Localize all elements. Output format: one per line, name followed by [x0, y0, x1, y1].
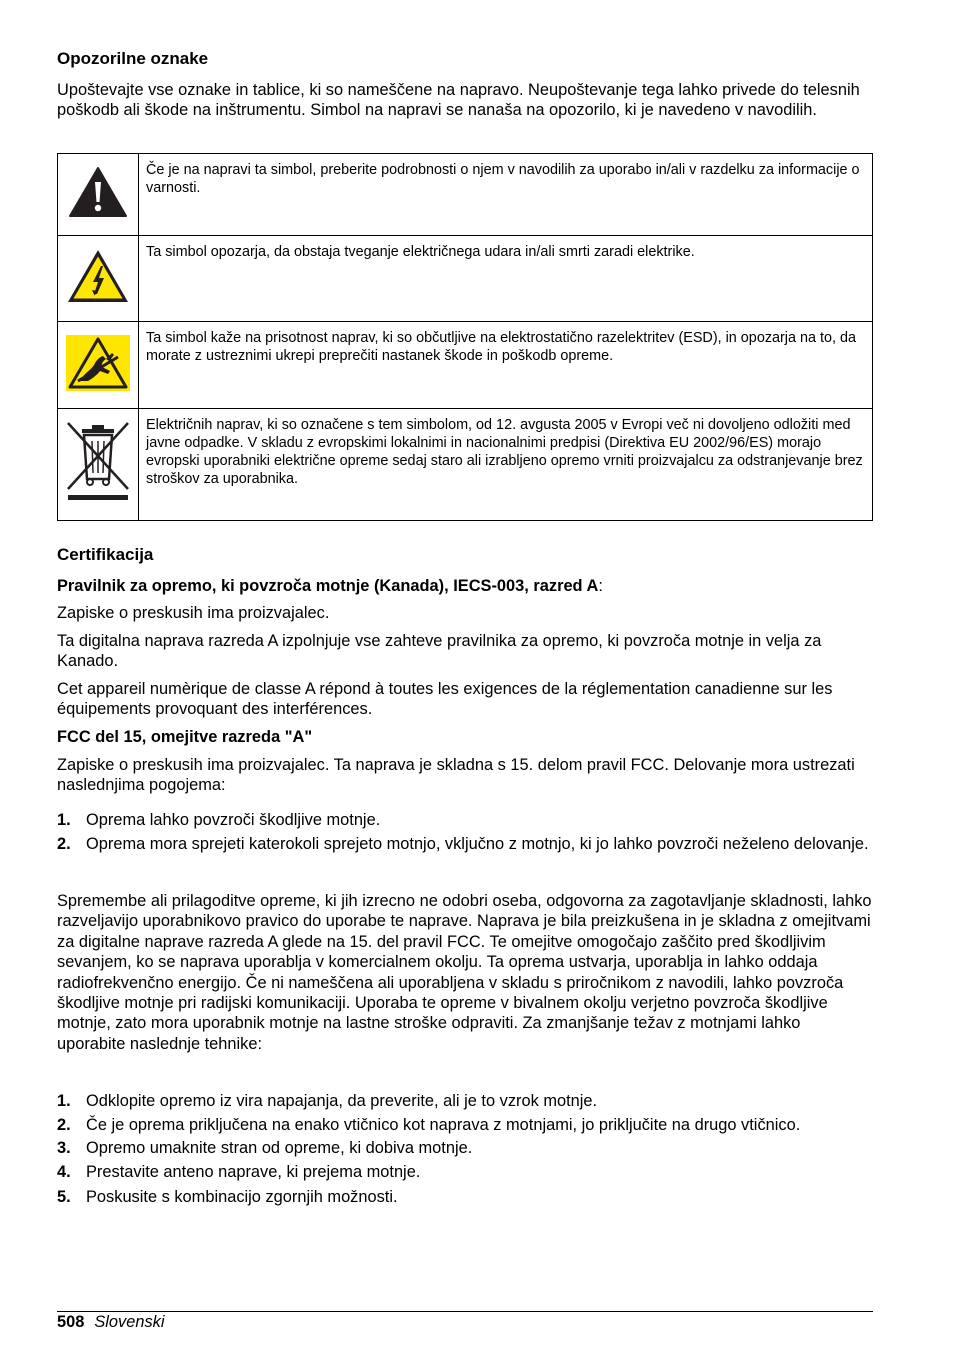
list-text: Opremo umaknite stran od opreme, ki dobiva motnje. [86, 1138, 473, 1157]
electric-shock-warning-icon [66, 248, 130, 304]
canada-paragraph-french: Cet appareil numèrique de classe A répond à toutes les exigences de la réglementation canadienne sur les équipements provoquant des interférences. [57, 680, 833, 719]
list-text: Prestavite anteno naprave, ki prejema motnje. [86, 1163, 421, 1182]
list-number: 1. [57, 1092, 71, 1110]
symbol-description: Električnih naprav, ki so označene s tem simbolom, od 12. avgusta 2005 v Evropi več ni dovoljeno odložiti med javne odpadke. V skladu z evropskimi lokalnimi in nacionalnimi predpisi (Direktiva EU 2002/96/ES) morajo evropski uporabniki električne opreme sedaj staro ali izrabljeno opremo vrniti proizvajalcu za odstranjevanje brez stroškov za uporabnika. [139, 409, 873, 521]
fcc-paragraph: Spremembe ali prilagoditve opreme, ki jih izrecno ne odobri oseba, odgovorna za zagotavljanje skladnosti, lahko razveljavijo uporabnikovo pravico do uporabe te naprave. Naprava je bila preizkušena in je skladna z omejitvami za digitalne naprave razreda A glede na 15. del pravil FCC. Te omejitve omogočajo zaščito pred škodljivim sevanjem, ko se naprava uporablja v komercialnem okolju. Ta oprema ustvarja, uporablja in lahko oddaja radiofrekvenčno energijo. Če ni nameščena ali uporabljena v skladu s priročnikom z navodili, lahko povzroča škodljive motnje pri radijski komunikaciji. Uporaba te opreme v bivalnem okolju verjetno povzroča škodljive motnje, zato mora uporabnik motnje na lastne stroške odpraviti. Za zmanjšanje težav z motnjami lahko uporabite naslednje tehnike: [57, 892, 872, 1053]
section-heading-certification: Certifikacija [57, 545, 154, 564]
fcc-techniques-list [57, 1091, 873, 1207]
symbols-table [57, 153, 873, 521]
list-item [57, 1187, 873, 1207]
symbol-row [58, 154, 873, 236]
symbol-row [58, 409, 873, 521]
symbol-icon-cell [58, 409, 139, 521]
list-text: Oprema mora sprejeti katerokoli sprejeto motnjo, vključno z motnjo, ki jo lahko povzroči neželeno delovanje. [86, 835, 869, 854]
list-text: Odklopite opremo iz vira napajanja, da preverite, ali je to vzrok motnje. [86, 1092, 598, 1110]
symbol-row [58, 236, 873, 322]
canada-title-text: Pravilnik za opremo, ki povzroča motnje (Kanada), IECS-003, razred A [57, 577, 599, 595]
warning-labels-intro: Upoštevajte vse oznake in tablice, ki so nameščene na napravo. Neupoštevanje tega lahko privede do telesnih poškodb ali škode na inštrumentu. Simbol na napravi se nanaša na opozorilo, ki je navedeno v navodilih. [57, 81, 860, 120]
list-number: 1. [57, 811, 71, 829]
page-footer [57, 1312, 165, 1332]
list-item [57, 1138, 873, 1158]
list-number: 2. [57, 835, 71, 854]
list-number: 4. [57, 1163, 71, 1182]
symbol-description: Ta simbol kaže na prisotnost naprav, ki so občutljive na elektrostatično razelektritev (ESD), in opozarja na to, da morate z ustreznimi ukrepi preprečiti nastanek škode in poškodb opreme. [139, 322, 873, 409]
list-item [57, 1115, 873, 1135]
list-number: 2. [57, 1116, 71, 1135]
symbol-description: Ta simbol opozarja, da obstaja tveganje električnega udara in/ali smrti zaradi elektrike. [139, 236, 873, 322]
footer-language: Slovenski [94, 1313, 165, 1331]
fcc-paragraph: Zapiske o preskusih ima proizvajalec. Ta naprava je skladna s 15. delom pravil FCC. Delovanje mora ustrezati naslednjima pogojema: [57, 756, 855, 795]
page-number: 508 [57, 1313, 85, 1331]
canada-paragraph: Ta digitalna naprava razreda A izpolnjuje vse zahteve pravilnika za opremo, ki povzroča motnje in velja za Kanado. [57, 632, 822, 671]
symbol-icon-cell [58, 154, 139, 236]
weee-crossed-bin-icon [64, 419, 132, 505]
symbol-row [58, 322, 873, 409]
canada-paragraph: Zapiske o preskusih ima proizvajalec. [57, 604, 330, 622]
section-heading-warning-labels: Opozorilne oznake [57, 49, 209, 68]
general-warning-icon [68, 166, 128, 218]
list-text: Poskusite s kombinacijo zgornjih možnosti. [86, 1187, 398, 1206]
list-text: Oprema lahko povzroči škodljive motnje. [86, 811, 381, 829]
canada-title-colon: : [598, 577, 603, 595]
list-number: 3. [57, 1138, 71, 1157]
footer-divider [57, 1311, 873, 1312]
list-item [57, 810, 873, 830]
symbol-description: Če je na napravi ta simbol, preberite podrobnosti o njem v navodilih za uporabo in/ali v razdelku za informacije o varnosti. [139, 154, 873, 236]
list-text: Če je oprema priključena na enako vtičnico kot naprava z motnjami, jo priključite na drugo vtičnico. [86, 1116, 801, 1135]
list-number: 5. [57, 1187, 71, 1206]
fcc-title: FCC del 15, omejitve razreda "A" [57, 728, 313, 746]
symbol-icon-cell [58, 236, 139, 322]
list-item [57, 1162, 873, 1182]
list-item [57, 1091, 873, 1111]
canada-regulation-title [57, 576, 873, 596]
symbol-icon-cell [58, 322, 139, 409]
list-item [57, 834, 873, 854]
esd-warning-icon [66, 335, 130, 391]
fcc-conditions-list [57, 810, 873, 855]
